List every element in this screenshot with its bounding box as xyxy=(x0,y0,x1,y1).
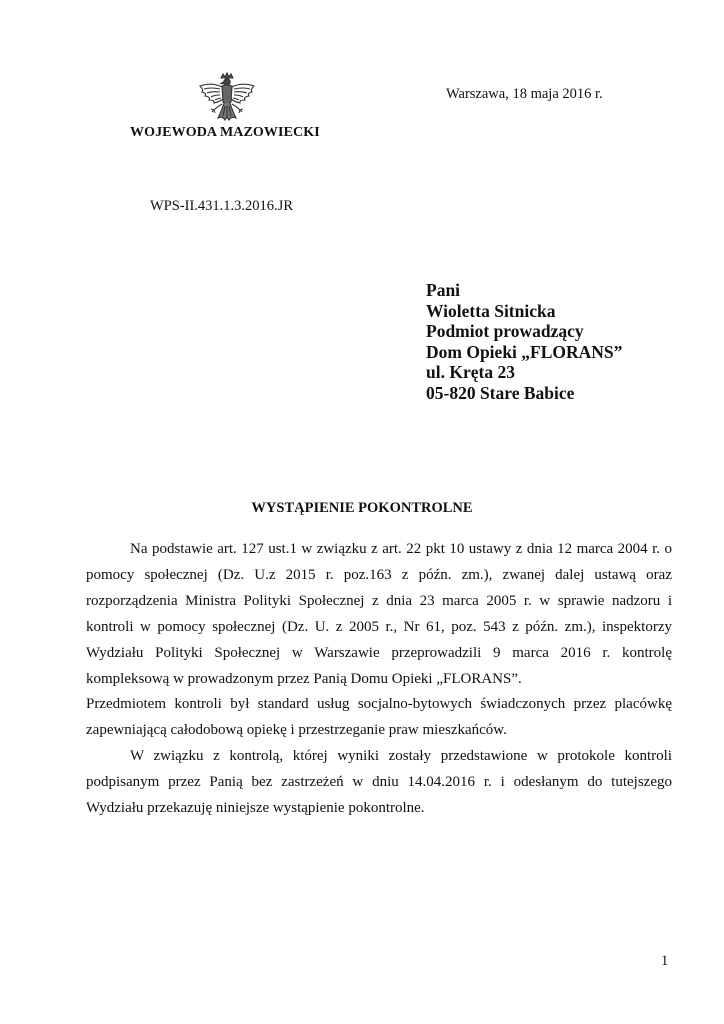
document-body xyxy=(86,537,672,822)
addressee-line: Dom Opieki „FLORANS” xyxy=(426,341,623,362)
addressee-block xyxy=(426,280,622,404)
body-paragraph: Na podstawie art. 127 ust.1 w związku z art. 22 pkt 10 ustawy z dnia 12 marca 2004 r. o pomocy społecznej (Dz. U.z 2015 r. poz.163 z późn. zm.), zwanej dalej ustawą oraz rozporządzenia Ministra Polityki Społecznej z dnia 23 marca 2005 r. w sprawie nadzoru i kontroli w pomocy społecznej (Dz. U. z 2005 r., Nr 61, poz. 543 z późn. zm.), inspektorzy Wydziału Polityki Społecznej w Warszawie przeprowadzili 9 marca 2016 r. kontrolę kompleksową w prowadzonym przez Panią Domu Opieki „FLORANS”. xyxy=(86,541,672,687)
body-paragraph: Przedmiotem kontroli był standard usług socjalno-bytowych świadczonych przez placówkę zapewniającą całodobową opiekę i przestrzeganie praw mieszkańców. xyxy=(86,696,672,739)
addressee-line: 05-820 Stare Babice xyxy=(426,382,575,403)
place-and-date: Warszawa, 18 maja 2016 r. xyxy=(446,86,603,102)
addressee-line: ul. Kręta 23 xyxy=(426,362,515,383)
reference-number: WPS-II.431.1.3.2016.JR xyxy=(150,198,293,214)
addressee-line: Pani xyxy=(426,280,461,300)
addressee-line: Wioletta Sitnicka xyxy=(426,300,556,321)
addressee-line: Podmiot prowadzący xyxy=(426,321,584,342)
polish-eagle-emblem-icon xyxy=(196,72,258,128)
body-paragraph: W związku z kontrolą, której wyniki zostały przedstawione w protokole kontroli podpisanym przez Panią bez zastrzeżeń w dniu 14.04.2016 r. i odesłanym do tutejszego Wydziału przekazuję niniejsze wystąpienie pokontrolne. xyxy=(86,748,672,817)
document-title: WYSTĄPIENIE POKONTROLNE xyxy=(251,500,473,516)
authority-name: WOJEWODA MAZOWIECKI xyxy=(130,125,320,140)
page-number: 1 xyxy=(661,953,669,969)
